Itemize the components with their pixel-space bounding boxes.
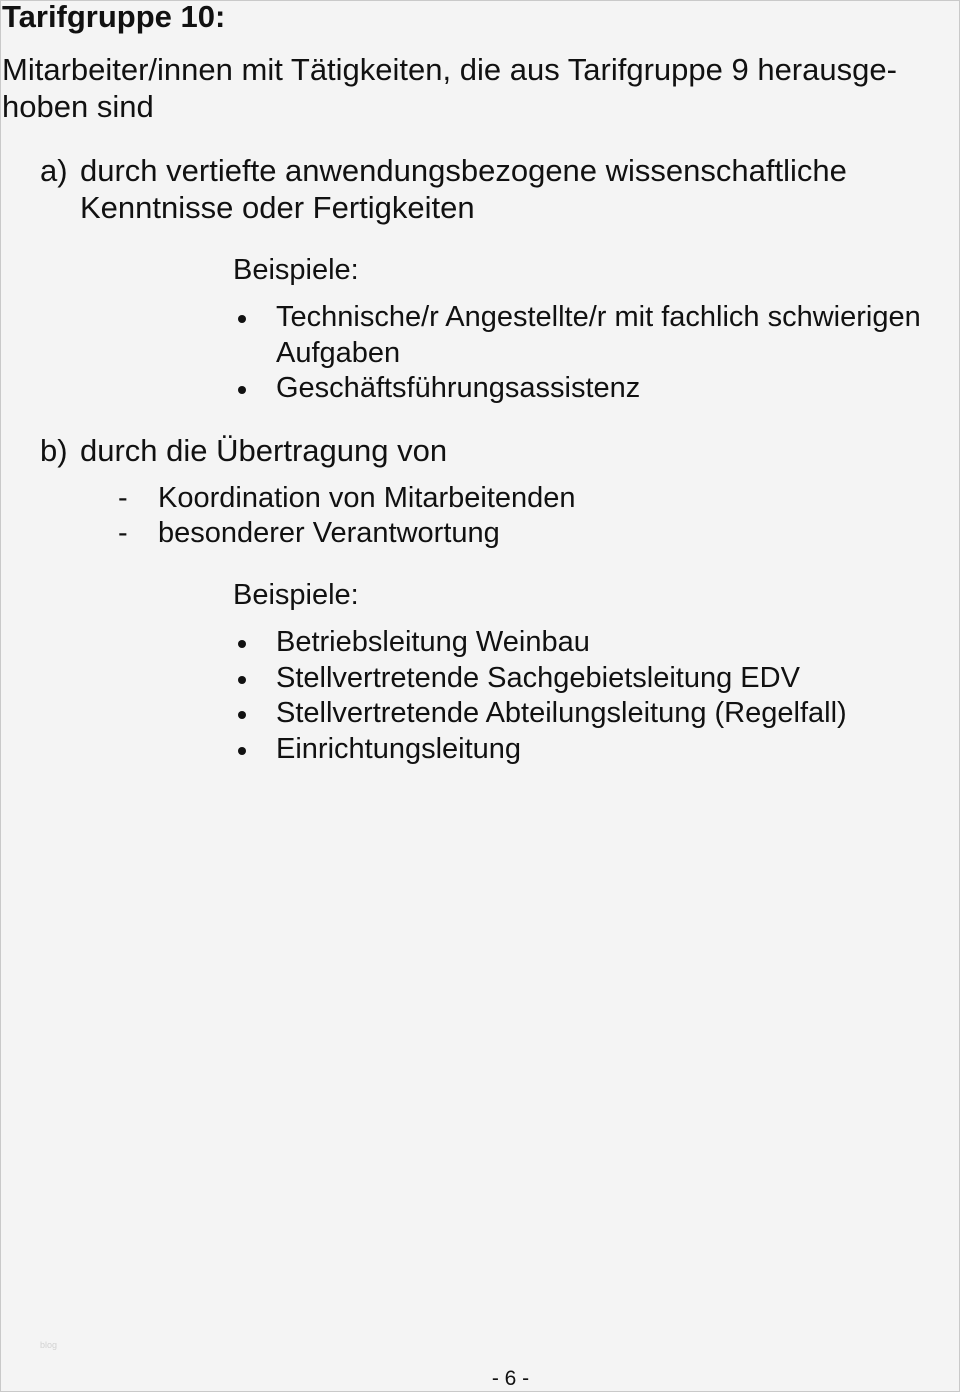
bullet-icon	[238, 386, 246, 394]
list-item-line: Technische/r Angestellte/r mit fachlich schwierigen	[276, 301, 921, 333]
section-b-line: durch die Übertragung von	[80, 433, 448, 468]
intro-line: hoben sind	[2, 89, 154, 124]
list-item	[236, 696, 847, 732]
list-item-line: Aufgaben	[276, 336, 401, 369]
list-item	[118, 516, 576, 551]
section-a-label: a)	[40, 153, 68, 188]
dash-marker: -	[118, 517, 128, 549]
intro-paragraph	[2, 51, 952, 125]
section-b-text	[80, 432, 447, 469]
watermark-text: blog	[40, 1340, 58, 1350]
list-item-text: besonderer Verantwortung	[158, 517, 500, 549]
intro-line: Mitarbeiter/innen mit Tätigkeiten, die aus Tarifgruppe 9 herausge-	[2, 52, 897, 87]
list-item-text: Koordination von Mitarbeitenden	[158, 482, 576, 514]
list-item	[236, 625, 847, 661]
list-item-text: Stellvertretende Abteilungsleitung (Regelfall)	[276, 697, 847, 729]
list-item	[236, 371, 921, 407]
list-item-text: Einrichtungsleitung	[276, 732, 522, 765]
dash-marker: -	[118, 482, 128, 514]
section-b-label: b)	[40, 433, 68, 468]
bullet-icon	[238, 676, 246, 684]
list-item	[236, 661, 847, 697]
bullet-icon	[238, 315, 246, 323]
list-item	[236, 732, 847, 768]
bullet-icon	[238, 747, 246, 755]
bullet-icon	[238, 640, 246, 648]
section-a-examples-list	[236, 300, 921, 407]
section-a-line: durch vertiefte anwendungsbezogene wissenschaftliche	[80, 153, 847, 188]
section-b-examples-list	[236, 625, 847, 767]
list-item-text: Betriebsleitung Weinbau	[276, 626, 590, 658]
section-b-dash-list	[118, 481, 576, 551]
page-number: - 6 -	[491, 1367, 530, 1390]
section-a-examples-heading: Beispiele:	[233, 254, 359, 286]
document-title: Tarifgruppe 10:	[2, 0, 226, 34]
section-a-line: Kenntnisse oder Fertigkeiten	[80, 190, 475, 225]
section-b-examples-heading: Beispiele:	[233, 579, 359, 611]
section-a-text	[80, 152, 847, 226]
list-item-text: Stellvertretende Sachgebietsleitung EDV	[276, 661, 800, 694]
list-item-line: Geschäftsführungsassistenz	[276, 372, 641, 404]
list-item	[236, 300, 921, 371]
bullet-icon	[238, 711, 246, 719]
list-item	[118, 481, 576, 516]
